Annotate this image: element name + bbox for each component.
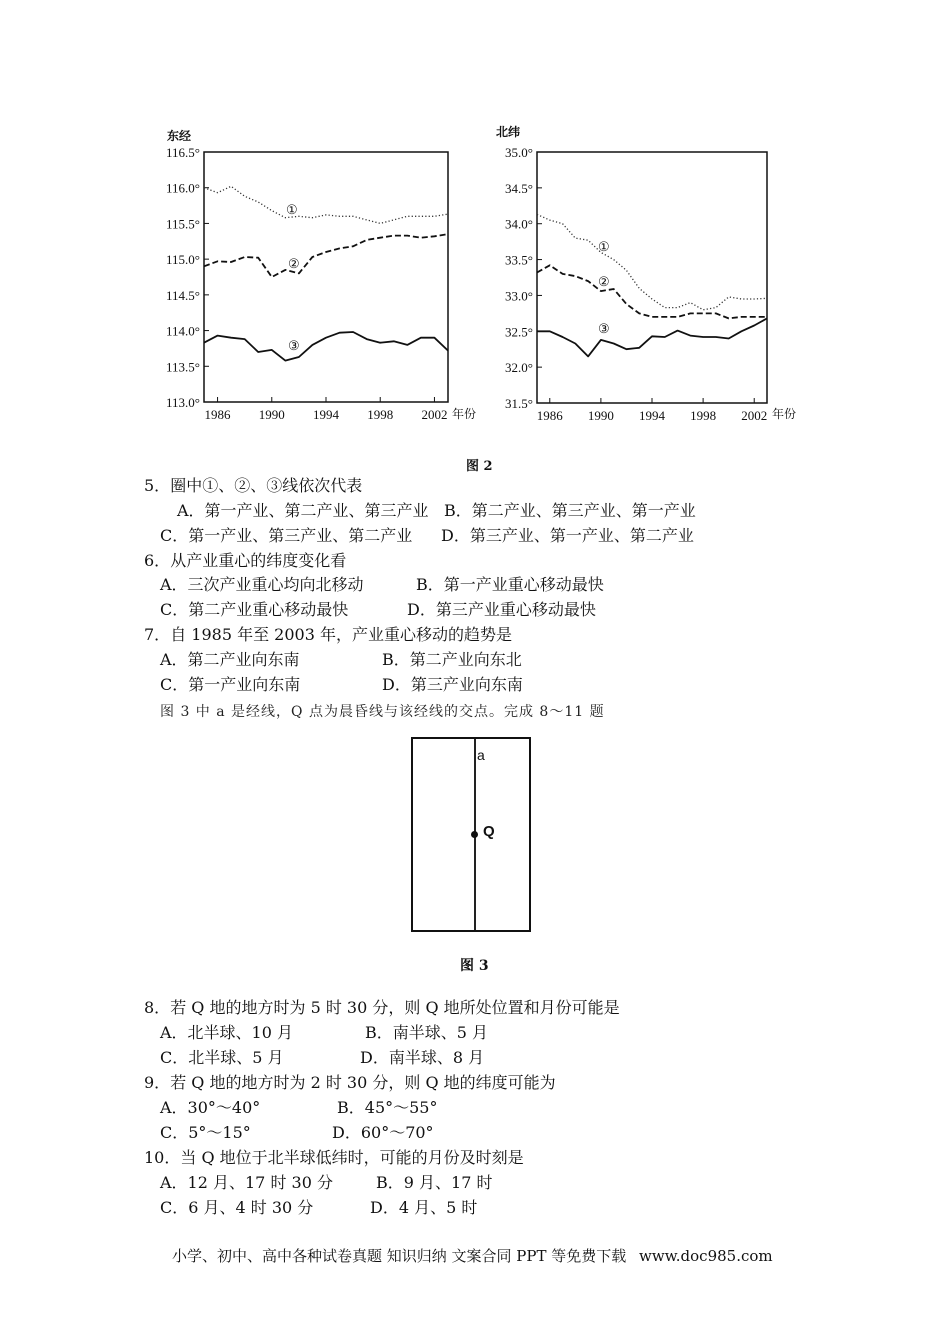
question-number: 9． bbox=[144, 1073, 171, 1092]
y-tick-label: 116.5° bbox=[166, 145, 200, 160]
x-axis-unit: 年份 bbox=[772, 407, 797, 421]
q7-option-c[interactable]: C．第一产业向东南 bbox=[160, 675, 301, 694]
series-line-2 bbox=[204, 234, 448, 277]
question-stem: 圈中①、②、③线依次代表 bbox=[170, 476, 363, 495]
y-tick-label: 33.5° bbox=[505, 252, 533, 268]
q5-option-d[interactable]: D．第三产业、第一产业、第二产业 bbox=[441, 526, 694, 545]
y-tick-label: 115.0° bbox=[166, 252, 200, 268]
point-q-marker bbox=[471, 831, 478, 838]
x-tick-label: 1998 bbox=[367, 407, 394, 422]
plot-frame bbox=[537, 152, 767, 403]
y-tick-label: 115.5° bbox=[166, 216, 200, 232]
q7-option-b[interactable]: B．第二产业向东北 bbox=[382, 650, 522, 669]
x-tick-label: 1986 bbox=[536, 408, 563, 423]
q10-option-c[interactable]: C．6 月、4 时 30 分 bbox=[160, 1198, 314, 1217]
x-tick-label: 1994 bbox=[313, 407, 339, 422]
y-tick-label: 114.0° bbox=[166, 323, 200, 339]
footer-link[interactable]: www.doc985.com bbox=[639, 1247, 773, 1265]
x-tick-label: 1994 bbox=[639, 408, 665, 423]
question-9 bbox=[144, 1073, 556, 1093]
y-tick-label: 34.0° bbox=[505, 216, 533, 232]
q10-option-a[interactable]: A．12 月、17 时 30 分 bbox=[160, 1173, 333, 1192]
q6-option-a[interactable]: A．三次产业重心均向北移动 bbox=[160, 575, 364, 594]
q7-option-a[interactable]: A．第二产业向东南 bbox=[160, 650, 300, 669]
y-tick-label: 34.5° bbox=[505, 180, 533, 196]
question-10 bbox=[144, 1148, 524, 1168]
question-stem: 自 1985 年至 2003 年，产业重心移动的趋势是 bbox=[170, 625, 512, 644]
x-axis-unit: 年份 bbox=[452, 407, 477, 421]
point-q-label: Q bbox=[483, 823, 495, 840]
question-stem: 当 Q 地位于北半球低纬时，可能的月份及时刻是 bbox=[180, 1148, 524, 1167]
question-stem: 从产业重心的纬度变化看 bbox=[170, 551, 347, 570]
q8-option-d[interactable]: D．南半球、8 月 bbox=[360, 1048, 485, 1067]
question-number: 5． bbox=[144, 476, 171, 495]
y-tick-label: 35.0° bbox=[505, 145, 533, 160]
y-tick-label: 113.5° bbox=[166, 359, 200, 375]
x-tick-label: 1990 bbox=[587, 408, 614, 423]
series-line-3 bbox=[537, 318, 767, 356]
section-intro: 图 3 中 a 是经线，Q 点为晨昏线与该经线的交点。完成 8～11 题 bbox=[160, 704, 605, 720]
question-6 bbox=[144, 551, 346, 571]
q9-option-a[interactable]: A．30°～40° bbox=[160, 1098, 261, 1117]
q5-option-b[interactable]: B．第二产业、第三产业、第一产业 bbox=[444, 501, 696, 520]
question-number: 8． bbox=[144, 998, 171, 1017]
q8-option-c[interactable]: C．北半球、5 月 bbox=[160, 1048, 284, 1067]
question-number: 10． bbox=[144, 1148, 181, 1167]
plot-frame bbox=[204, 152, 448, 402]
series-line-2 bbox=[537, 265, 767, 318]
series-line-1 bbox=[537, 214, 767, 309]
q5-option-c[interactable]: C．第一产业、第三产业、第二产业 bbox=[160, 526, 413, 545]
question-number: 7． bbox=[144, 625, 171, 644]
series-label-1: ① bbox=[598, 239, 610, 254]
figure2-charts bbox=[0, 0, 950, 440]
footer bbox=[172, 1245, 773, 1266]
q6-option-d[interactable]: D．第三产业重心移动最快 bbox=[407, 600, 596, 619]
x-tick-label: 2002 bbox=[421, 407, 448, 422]
series-line-1 bbox=[204, 186, 448, 223]
q9-option-c[interactable]: C．5°～15° bbox=[160, 1123, 251, 1142]
figure3-caption: 图 3 bbox=[460, 958, 489, 974]
q5-option-a[interactable]: A．第一产业、第二产业、第三产业 bbox=[177, 501, 429, 520]
q8-option-b[interactable]: B．南半球、5 月 bbox=[365, 1023, 489, 1042]
series-label-2: ② bbox=[288, 256, 300, 271]
y-tick-label: 32.0° bbox=[505, 360, 533, 376]
figure2-caption: 图 2 bbox=[466, 459, 493, 474]
q9-option-d[interactable]: D．60°～70° bbox=[332, 1123, 434, 1142]
series-label-2: ② bbox=[598, 274, 610, 289]
y-tick-label: 116.0° bbox=[166, 180, 200, 196]
q6-option-b[interactable]: B．第一产业重心移动最快 bbox=[416, 575, 604, 594]
figure3-diagram bbox=[411, 737, 531, 932]
latitude-chart bbox=[496, 124, 796, 423]
q10-option-b[interactable]: B．9 月、17 时 bbox=[376, 1173, 493, 1192]
y-axis-title: 东经 bbox=[167, 129, 192, 143]
q10-option-d[interactable]: D．4 月、5 时 bbox=[370, 1198, 478, 1217]
series-line-3 bbox=[204, 332, 448, 361]
q6-option-c[interactable]: C．第二产业重心移动最快 bbox=[160, 600, 349, 619]
question-7 bbox=[144, 625, 512, 645]
question-stem: 若 Q 地的地方时为 5 时 30 分，则 Q 地所处位置和月份可能是 bbox=[170, 998, 620, 1017]
q8-option-a[interactable]: A．北半球、10 月 bbox=[160, 1023, 294, 1042]
series-label-3: ③ bbox=[598, 321, 610, 336]
q9-option-b[interactable]: B．45°～55° bbox=[337, 1098, 438, 1117]
longitude-chart bbox=[166, 128, 476, 422]
y-tick-label: 31.5° bbox=[505, 396, 533, 411]
question-5 bbox=[144, 476, 362, 496]
question-number: 6． bbox=[144, 551, 171, 570]
meridian-label: a bbox=[477, 747, 485, 763]
series-label-1: ① bbox=[286, 202, 298, 217]
y-tick-label: 33.0° bbox=[505, 288, 533, 304]
question-8 bbox=[144, 998, 620, 1018]
y-tick-label: 32.5° bbox=[505, 324, 533, 340]
y-tick-label: 114.5° bbox=[166, 287, 200, 303]
x-tick-label: 1998 bbox=[690, 408, 717, 423]
x-tick-label: 1990 bbox=[258, 407, 285, 422]
x-tick-label: 1986 bbox=[204, 407, 231, 422]
q7-option-d[interactable]: D．第三产业向东南 bbox=[382, 675, 523, 694]
series-label-3: ③ bbox=[288, 338, 300, 353]
x-tick-label: 2002 bbox=[741, 408, 768, 423]
y-tick-label: 113.0° bbox=[166, 395, 200, 410]
y-axis-title: 北纬 bbox=[496, 125, 521, 139]
question-stem: 若 Q 地的地方时为 2 时 30 分，则 Q 地的纬度可能为 bbox=[170, 1073, 556, 1092]
footer-text: 小学、初中、高中各种试卷真题 知识归纳 文案合同 PPT 等免费下载 bbox=[172, 1247, 627, 1265]
